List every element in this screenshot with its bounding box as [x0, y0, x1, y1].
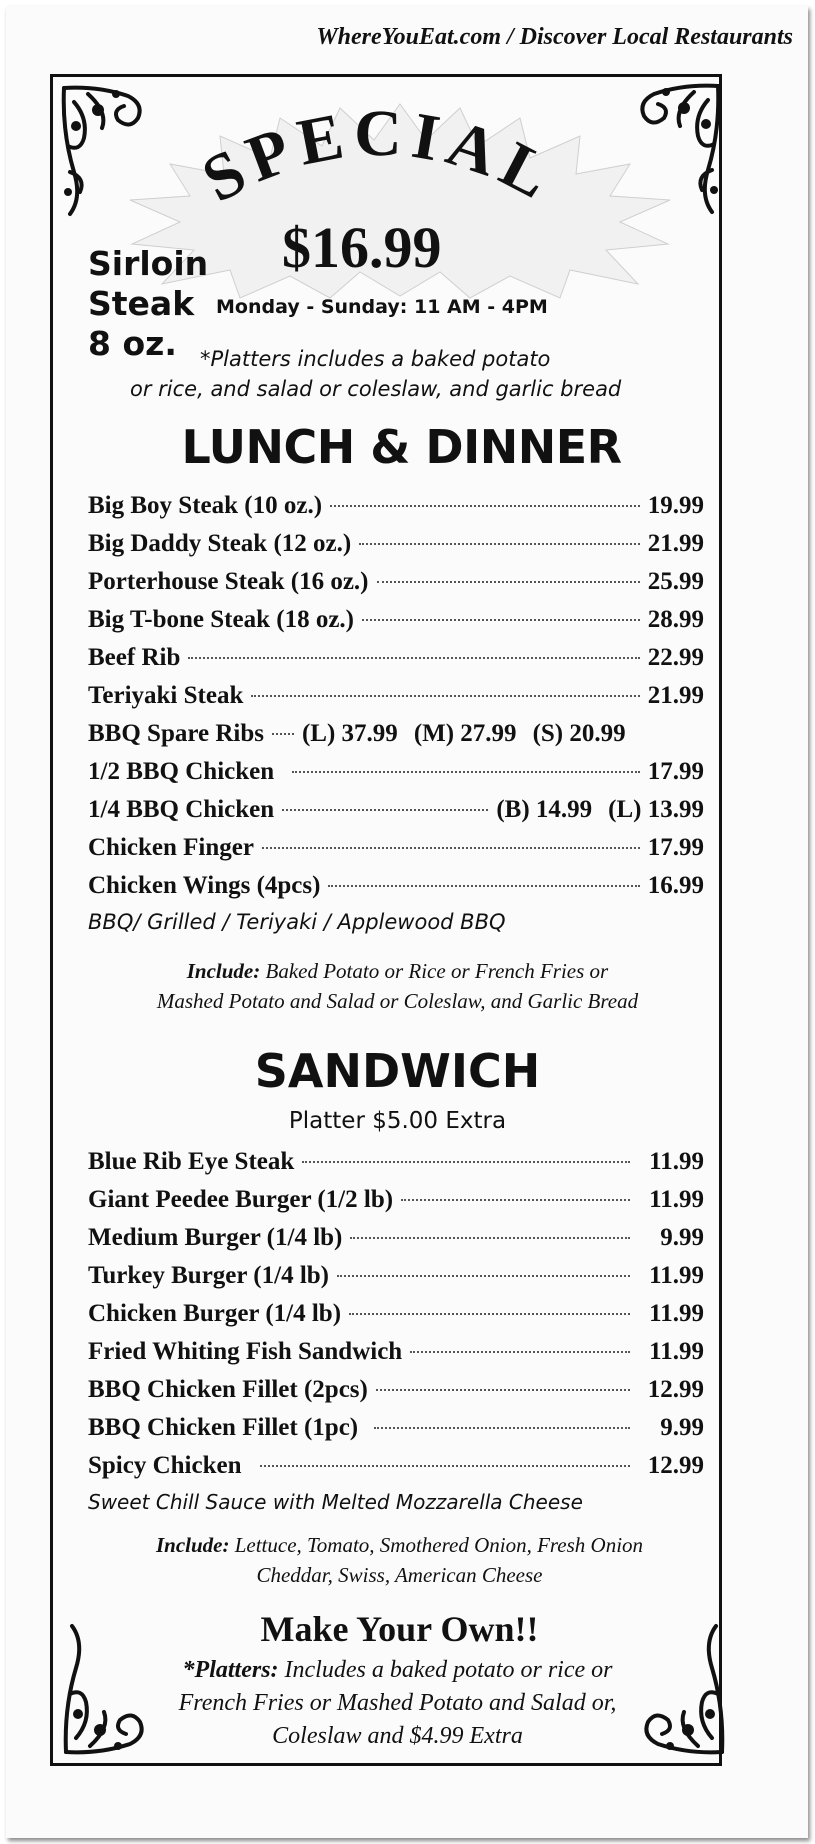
item-name: BBQ Chicken Fillet (1pc) [88, 1414, 359, 1441]
menu-row [88, 492, 704, 530]
make-your-own-heading-text: Make Your Own!! [260, 1609, 539, 1649]
make-your-own-note [0, 1654, 815, 1753]
special-item-line: Steak [88, 284, 195, 323]
item-name: Giant Peedee Burger (1/2 lb) [88, 1186, 394, 1213]
item-name: Chicken Finger [88, 834, 254, 861]
menu-row [88, 644, 704, 682]
menu-row [88, 1338, 704, 1376]
sandwich-subheading-text: Platter $5.00 Extra [288, 1108, 507, 1134]
dot-leader [272, 733, 294, 735]
item-price: 19.99 [647, 492, 704, 519]
dot-leader [337, 1275, 630, 1277]
dot-leader [350, 1237, 630, 1239]
item-name: Beef Rib [88, 644, 181, 671]
item-price: 21.99 [647, 682, 704, 709]
menu-row [88, 606, 704, 644]
wings-flavors: BBQ/ Grilled / Teriyaki / Applewood BBQ [88, 910, 506, 934]
item-price-medium: (M) 27.99 [413, 720, 517, 747]
item-name: Big Boy Steak (10 oz.) [88, 492, 323, 519]
item-name: BBQ Spare Ribs [88, 720, 264, 747]
item-name: Turkey Burger (1/4 lb) [88, 1262, 329, 1289]
menu-row [88, 682, 704, 720]
svg-text:SPECIAL [191, 110, 569, 217]
dot-leader [330, 505, 640, 507]
menu-row [88, 1376, 704, 1414]
make-note-line: French Fries or Mashed Potato and Salad or, [178, 1690, 617, 1716]
make-your-own-heading [0, 1608, 815, 1650]
dot-leader [302, 1161, 630, 1163]
menu-row [88, 530, 704, 568]
make-note-line: Includes a baked potato or rice or [278, 1657, 613, 1683]
include-label: Include: [186, 959, 261, 983]
menu-row-quarter-chicken [88, 796, 704, 834]
item-name: Teriyaki Steak [88, 682, 244, 709]
include-text: Mashed Potato and Salad or Coleslaw, and Garlic Bread [156, 989, 639, 1013]
dot-leader [262, 847, 640, 849]
item-price: 22.99 [647, 644, 704, 671]
make-note-line: Coleslaw and $4.99 Extra [272, 1723, 523, 1749]
menu-row [88, 1262, 704, 1300]
lunch-include-note [0, 956, 815, 1016]
item-price: 12.99 [647, 1376, 704, 1403]
item-name: Fried Whiting Fish Sandwich [88, 1338, 403, 1365]
sandwich-menu [88, 1148, 704, 1490]
item-price: 11.99 [649, 1262, 704, 1289]
dot-leader [362, 619, 640, 621]
special-title-text: SPECIAL [190, 110, 569, 217]
item-name: Chicken Burger (1/4 lb) [88, 1300, 342, 1327]
special-hours: Monday - Sunday: 11 AM - 4PM [216, 296, 548, 318]
item-name: Chicken Wings (4pcs) [88, 872, 321, 899]
menu-row [88, 1452, 704, 1490]
item-price: 25.99 [647, 568, 704, 595]
dot-leader [377, 581, 640, 583]
item-price: 16.99 [647, 872, 704, 899]
include-text: Lettuce, Tomato, Smothered Onion, Fresh Onion [229, 1533, 644, 1557]
dot-leader [349, 1313, 630, 1315]
item-price-breast: (B) 14.99 [496, 796, 593, 823]
dot-leader [401, 1199, 630, 1201]
dot-leader [328, 885, 639, 887]
item-price: 12.99 [647, 1452, 704, 1479]
item-price: 11.99 [649, 1300, 704, 1327]
include-text: Cheddar, Swiss, American Cheese [256, 1563, 543, 1587]
lunch-dinner-heading-text: LUNCH & DINNER [181, 420, 622, 474]
item-name: Porterhouse Steak (16 oz.) [88, 568, 369, 595]
menu-row [88, 872, 704, 910]
dot-leader [359, 543, 640, 545]
sandwich-heading [0, 1044, 815, 1098]
lunch-dinner-heading [0, 420, 815, 474]
menu-row [88, 1414, 704, 1452]
item-price: 11.99 [649, 1338, 704, 1365]
item-price-small: (S) 20.99 [532, 720, 626, 747]
item-price: 17.99 [647, 834, 704, 861]
special-platter-note [130, 344, 690, 404]
lunch-dinner-menu [88, 492, 704, 910]
menu-row [88, 1224, 704, 1262]
sandwich-subheading [0, 1108, 815, 1134]
dot-leader [376, 1389, 630, 1391]
dot-leader [251, 695, 639, 697]
item-price-leg: (L) 13.99 [608, 796, 704, 823]
item-name: Blue Rib Eye Steak [88, 1148, 295, 1175]
menu-row [88, 758, 704, 796]
menu-row [88, 568, 704, 606]
item-name: Spicy Chicken [88, 1452, 242, 1479]
special-item-line: 8 oz. [88, 324, 177, 363]
menu-row [88, 834, 704, 872]
item-price: 9.99 [660, 1414, 704, 1441]
dot-leader [410, 1351, 630, 1353]
menu-row [88, 1300, 704, 1338]
item-price: 9.99 [660, 1224, 704, 1251]
spicy-chicken-note: Sweet Chill Sauce with Melted Mozzarella Cheese [88, 1490, 583, 1514]
item-name: Medium Burger (1/4 lb) [88, 1224, 343, 1251]
item-price: 17.99 [647, 758, 704, 785]
menu-row-spare-ribs [88, 720, 704, 758]
include-label: Include: [155, 1533, 230, 1557]
item-price: 21.99 [647, 530, 704, 557]
special-item-line: Sirloin [88, 244, 209, 283]
sandwich-heading-text: SANDWICH [254, 1044, 541, 1098]
dot-leader [292, 771, 640, 773]
item-name: Big T-bone Steak (18 oz.) [88, 606, 355, 633]
item-price-large: (L) 37.99 [301, 720, 398, 747]
item-price: 11.99 [649, 1148, 704, 1175]
special-price: $16.99 [282, 215, 442, 280]
special-note-line: or rice, and salad or coleslaw, and garlic bread [130, 377, 622, 401]
dot-leader [188, 657, 639, 659]
item-name: BBQ Chicken Fillet (2pcs) [88, 1376, 368, 1403]
menu-row [88, 1186, 704, 1224]
item-name: Big Daddy Steak (12 oz.) [88, 530, 352, 557]
platters-label: *Platters: [182, 1657, 279, 1683]
site-header: WhereYouEat.com / Discover Local Restaurants [316, 24, 793, 50]
dot-leader [282, 809, 488, 811]
include-text: Baked Potato or Rice or French Fries or [260, 959, 609, 983]
item-name: 1/2 BBQ Chicken [88, 758, 275, 785]
sandwich-include-note [0, 1530, 815, 1590]
dot-leader [260, 1465, 630, 1467]
item-price: 11.99 [649, 1186, 704, 1213]
item-name: 1/4 BBQ Chicken [88, 796, 275, 823]
item-price: 28.99 [647, 606, 704, 633]
dot-leader [374, 1427, 630, 1429]
menu-row [88, 1148, 704, 1186]
special-note-line: *Platters includes a baked potato [200, 347, 551, 371]
